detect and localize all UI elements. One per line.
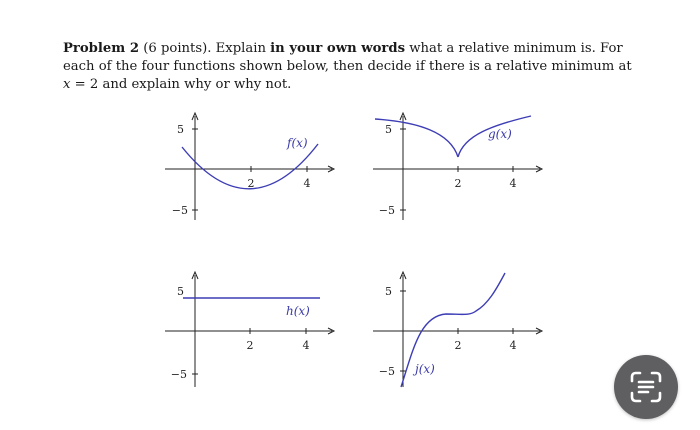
label-f: f(x) <box>287 136 308 150</box>
tick-x-4: 4 <box>509 339 517 352</box>
graph-j <box>358 270 548 395</box>
tick-x-2: 2 <box>454 177 462 190</box>
tick-y-5: 5 <box>177 123 184 136</box>
tick-x-2: 2 <box>246 339 254 352</box>
problem-eq-var: x <box>63 77 71 92</box>
tick-y-5: 5 <box>177 285 184 298</box>
tick-y-neg5: −5 <box>378 365 395 378</box>
problem-eq-rest: = 2 and explain why or why not. <box>74 77 292 92</box>
problem-statement <box>63 40 638 94</box>
tick-x-2: 2 <box>454 339 462 352</box>
graph-g-plot <box>358 110 548 230</box>
text-scan-icon <box>629 370 663 404</box>
problem-bold: in your own words <box>270 41 405 56</box>
label-g: g(x) <box>488 127 512 141</box>
tick-y-5: 5 <box>385 123 392 136</box>
tick-y-neg5: −5 <box>170 368 187 381</box>
tick-y-neg5: −5 <box>171 204 188 217</box>
problem-text-1: Explain <box>215 41 266 56</box>
graph-g <box>358 110 548 230</box>
graph-f-plot <box>150 110 340 230</box>
graph-h <box>150 270 340 395</box>
tick-x-4: 4 <box>302 339 310 352</box>
tick-y-5: 5 <box>385 285 392 298</box>
graph-f <box>150 110 340 230</box>
tick-y-neg5: −5 <box>378 204 395 217</box>
graph-h-plot <box>150 270 340 395</box>
tick-x-4: 4 <box>303 177 311 190</box>
text-scan-button[interactable] <box>614 355 678 419</box>
label-j: j(x) <box>415 362 435 376</box>
label-h: h(x) <box>286 304 310 318</box>
graph-j-plot <box>358 270 548 395</box>
problem-lead: Problem 2 <box>63 41 140 56</box>
tick-x-4: 4 <box>509 177 517 190</box>
problem-text-2: what a relative minimum is. For each of the four functions shown below, then decide if there is a relative minimum at <box>63 41 632 74</box>
tick-x-2: 2 <box>247 177 255 190</box>
problem-points: (6 points). <box>143 41 212 56</box>
